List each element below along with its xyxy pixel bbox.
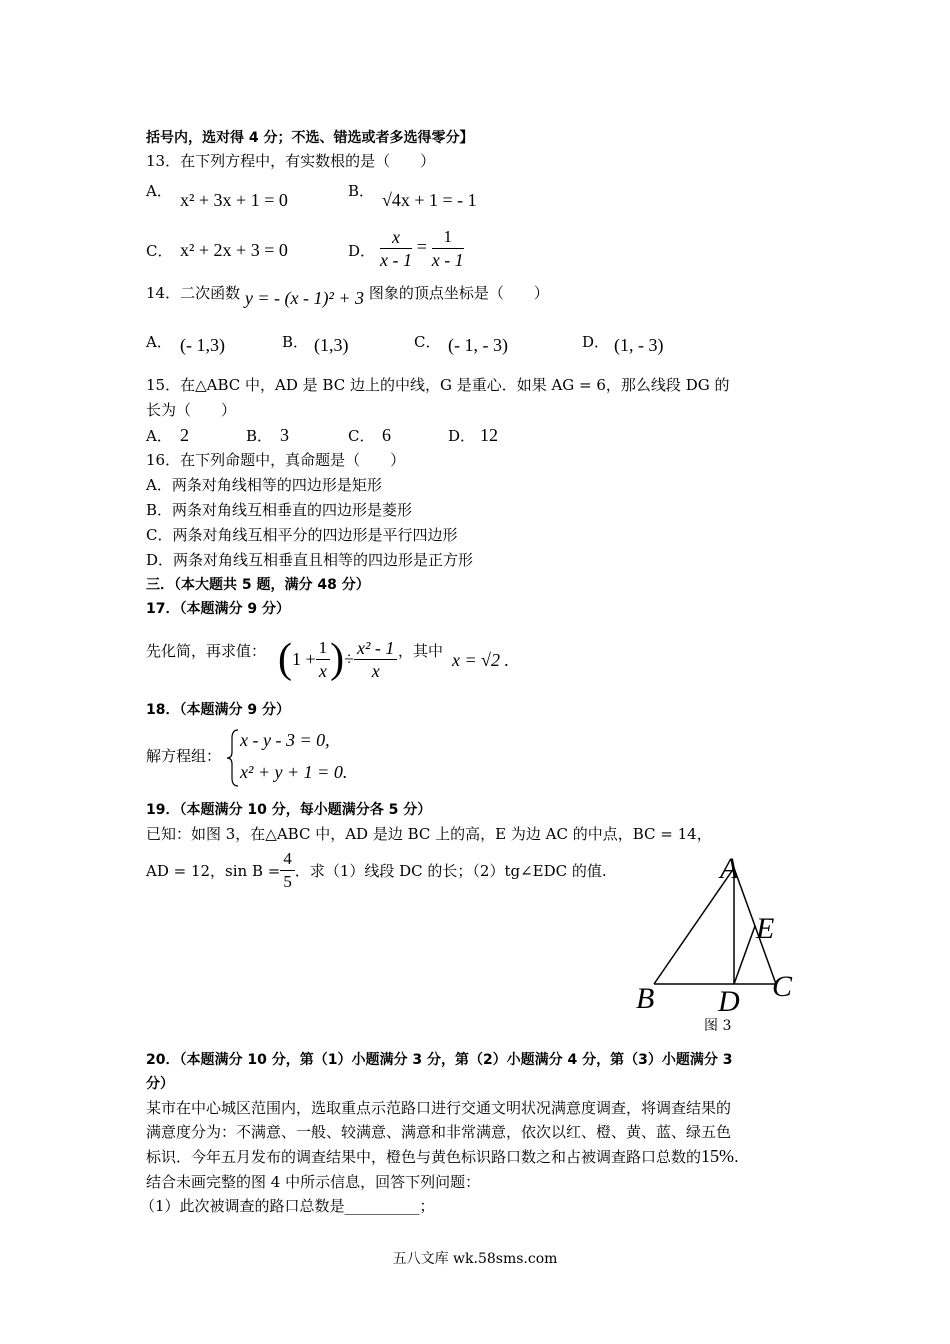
q15-option-a-label: A．	[146, 427, 172, 445]
q20-paragraph-4: 结合未画完整的图 4 中所示信息，回答下列问题：	[146, 1173, 481, 1191]
q15-stem: 15．在△ABC 中，AD 是 BC 边上的中线，G 是重心．如果 AG = 6，那么线段 DG 的	[146, 376, 730, 394]
q18-text-pre: 解方程组：	[146, 747, 222, 765]
q15-option-c-label: C．	[348, 427, 375, 445]
q20-paragraph-1: 某市在中心城区范围内，选取重点示范路口进行交通文明状况满意度调查，将调查结果的	[146, 1099, 732, 1117]
q20-percent: 15%	[701, 1146, 735, 1166]
q13-stem: 13．在下列方程中，有实数根的是（ ）	[146, 152, 436, 170]
q14-stem	[146, 282, 549, 308]
q14-option-c-label: C．	[414, 333, 441, 351]
q13-option-c-expr: x² + 2x + 3 = 0	[180, 240, 288, 260]
q16-stem: 16．在下列命题中，真命题是（ ）	[146, 451, 406, 469]
q14-option-d-val: (1, - 3)	[614, 335, 664, 355]
segment-de	[734, 926, 755, 984]
q19-sin-fraction: $\frac{4}{5}$	[280, 848, 295, 893]
q16-option-c: C．两条对角线互相平分的四边形是平行四边形	[146, 526, 458, 544]
q19-line-2-pre: AD = 12，sin B =	[146, 862, 281, 880]
q20-title-2: 分）	[146, 1076, 174, 1092]
q15-option-d-label: D．	[448, 427, 476, 445]
q13-option-a-expr: x² + 3x + 1 = 0	[180, 190, 288, 210]
label-e: E	[756, 912, 775, 945]
label-a: A	[720, 852, 739, 885]
q14-option-b-val: (1,3)	[314, 335, 349, 355]
q20-paragraph-3	[146, 1146, 739, 1167]
q17-paren-open: (	[278, 636, 292, 682]
q14-option-a-val: (- 1,3)	[180, 335, 225, 355]
section-3-heading: 三．（本大题共 5 题，满分 48 分）	[146, 577, 370, 593]
q17-one-plus: 1 +	[292, 648, 316, 669]
q18-brace	[226, 728, 240, 788]
q14-option-d-label: D．	[582, 333, 610, 351]
q17-text-mid: ，其中	[398, 642, 444, 660]
q14-stem-post: 图象的顶点坐标是（ ）	[368, 284, 549, 302]
q15-stem-2: 长为（ ）	[146, 401, 237, 419]
q16-option-a: A．两条对角线相等的四边形是矩形	[146, 476, 382, 494]
q19-line-2-post: ．求（1）线段 DC 的长；（2）tg∠EDC 的值.	[294, 862, 607, 880]
q15-option-a-val: 2	[180, 425, 189, 445]
header-note: 括号内，选对得 4 分；不选、错选或者多选得零分】	[146, 130, 474, 146]
label-c: C	[772, 970, 793, 1003]
q18-equation-2: x² + y + 1 = 0.	[240, 762, 348, 782]
q19-line-2	[146, 848, 607, 893]
q20-paragraph-2: 满意度分为：不满意、一般、较满意、满意和非常满意，依次以红、橙、黄、蓝、绿五色	[146, 1123, 732, 1141]
q13-option-d-expr	[380, 226, 464, 271]
q20-paragraph-3-post: .	[734, 1148, 739, 1166]
q13-option-b-expr: √4x + 1 = - 1	[382, 190, 477, 210]
q13-option-d-label: D．	[348, 242, 376, 260]
q17-divide: ÷	[344, 648, 355, 669]
q20-title-1: 20．（本题满分 10 分，第（1）小题满分 3 分，第（2）小题满分 4 分，第（3）小题满分 3	[146, 1052, 733, 1068]
q18-equation-1: x - y - 3 = 0,	[240, 730, 330, 750]
q19-title: 19．（本题满分 10 分，每小题满分各 5 分）	[146, 802, 432, 818]
q13-option-b-label: B．	[348, 182, 375, 200]
side-ab	[654, 868, 734, 984]
q14-expr: y = - (x - 1)² + 3	[244, 288, 365, 308]
q14-stem-pre: 14．二次函数	[146, 284, 241, 302]
q17-title: 17．（本题满分 9 分）	[146, 601, 290, 617]
q13-d-fraction-right: $\frac{1}{x - 1}$	[431, 227, 464, 270]
q17-paren-close: )	[330, 636, 345, 682]
footer-watermark: 五八文库 wk.58sms.com	[392, 1251, 558, 1267]
q13-d-equals: =	[416, 236, 427, 257]
label-d: D	[718, 985, 740, 1018]
q17-text-pre: 先化简，再求值：	[146, 642, 267, 660]
q15-option-b-val: 3	[280, 425, 289, 445]
q17-fraction-2: $\frac{\text{x² - 1}}{x}$	[354, 637, 397, 682]
q16-option-b: B．两条对角线互相垂直的四边形是菱形	[146, 501, 413, 519]
q14-option-a-label: A．	[146, 333, 172, 351]
q15-option-d-val: 12	[480, 425, 498, 445]
q13-d-fraction-left: $\frac{x}{x - 1}$	[380, 227, 412, 270]
q16-option-d: D．两条对角线互相垂直且相等的四边形是正方形	[146, 551, 474, 569]
q14-option-c-val: (- 1, - 3)	[448, 335, 508, 355]
q17-expression	[278, 633, 397, 685]
figure-caption: 图 3	[704, 1018, 732, 1034]
q20-paragraph-3-pre: 标识．今年五月发布的调查结果中，橙色与黄色标识路口数之和占被调查路口总数的	[146, 1148, 702, 1166]
q18-title: 18．（本题满分 9 分）	[146, 702, 290, 718]
label-b: B	[636, 982, 655, 1015]
figure-3-triangle	[630, 848, 810, 1038]
q20-subquestion-1: （1）此次被调查的路口总数是__________；	[140, 1197, 435, 1215]
q19-line-1: 已知：如图 3，在△ABC 中，AD 是边 BC 上的高，E 为边 AC 的中点，BC = 14，	[146, 825, 712, 843]
q17-fraction-1: $\frac{1}{x}$	[316, 637, 331, 682]
q14-option-b-label: B．	[282, 333, 309, 351]
q15-option-b-label: B．	[246, 427, 273, 445]
q17-condition: x = √2 .	[452, 650, 510, 670]
q13-option-c-label: C．	[146, 242, 173, 260]
q15-option-c-val: 6	[382, 425, 391, 445]
q13-option-a-label: A．	[146, 182, 172, 200]
